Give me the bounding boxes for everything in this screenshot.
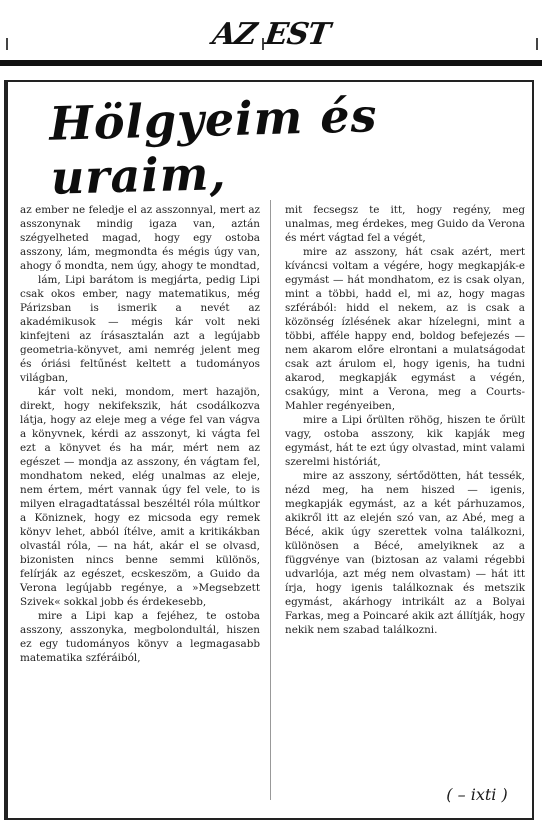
paragraph: mire az asszony, hát csak azért, mert kíváncsi voltam a végére, hogy megkapják-e egymást — hát mondhatom, ez is csak olyan, mint a többi, hadd el, mi az, hogy magas szférából: hidd el nekem, az is csak a közönség ízlésének akar hízelegni, mint a többi, afféle happy end, boldog befejezés — nem akarom előre elrontani a mulatságodat csak azt árulom el, hogy igenis, ha tudni akarod, megkapják egymást a végén, csakúgy, mint a Verona, meg a Courts-Mahler regényeiben, xyxy=(285,246,525,412)
paragraph: mire az asszony, sértődötten, hát tessék, nézd meg, ha nem hiszed — igenis, megkapják egymást, az a két párhuzamos, akikről itt az elején szó van, az Abé, meg a Bécé, akik úgy szerettek volna találkozni, különösen a Bécé, amelyiknek az a függvénye van (biztosan az valami régebbi udvarlója, azt még nem olvastam) — hát itt írja, hogy igenis találkoznak és metszik egymást, akárhogy intrikált az a Bolyai Farkas, meg a Poincaré akik azt állítják, hogy nekik nem szabad találkozni. xyxy=(285,470,525,636)
article-headline: Hölgyeim és uraim, xyxy=(48,88,379,205)
masthead xyxy=(0,0,542,62)
article-column-right xyxy=(285,203,525,637)
paragraph: kár volt neki, mondom, mert hazajön, direkt, hogy nekifekszik, hát csodálkozva látja, hogy az eleje meg a vége fel van vágva a könyvnek, kérdi az asszonyt, ki vágta fel ezt a könyvet és ha már, mért nem az egészet — mondja az asszony, én vágtam fel, mondhatom neked, elég unalmas az eleje, nem értem, mért vannak úgy fel vele, to is milyen elragadtatással beszéltél róla múltkor a Köniznek, hogy ez micsoda egy remek könyv lehet, abból ítélve, amit a kritikákban olvastál róla, — na hát, akár el se olvasd, bizonisten nincs benne semmi különös, felírják az egészet, ecskeszöm, a Guido da Verona legújabb regénye, a »Megsebzett Szivek« sokkal jobb és érdekesebb, xyxy=(20,386,260,608)
paragraph: mire a Lipi őrülten röhög, hiszen te őrült vagy, ostoba asszony, kik kapják meg egymást, hát te ezt úgy olvastad, mint valami szerelmi históriát, xyxy=(285,414,525,468)
masthead-rule xyxy=(0,60,542,66)
frame-edge xyxy=(4,80,8,820)
article-column-left xyxy=(20,203,260,665)
paragraph: mire a Lipi kap a fejéhez, te ostoba asszony, asszonyka, megbolondultál, hiszen ez egy tudományos könyv a legmagasabb matematika szféráiból, xyxy=(20,610,260,664)
paragraph: mit fecsegsz te itt, hogy regény, meg unalmas, meg érdekes, meg Guido da Verona és mért vágtad fel a végét, xyxy=(285,204,525,244)
paragraph: az ember ne feledje el az asszonnyal, mert az asszonynak mindig igaza van, aztán szégyelheted magad, hogy egy ostoba asszony, lám, megmondta és mégis úgy van, ahogy ő mondta, nem úgy, ahogy te mondtad, xyxy=(20,204,260,272)
author-signature: ( – ixti ) xyxy=(446,784,508,804)
paragraph: lám, Lipi barátom is megjárta, pedig Lipi csak okos ember, nagy matematikus, még Párizsban is ismerik a nevét az akadémikusok — mégis kár volt neki kinfejteni az írásasztalán azt a legújabb geometria-könyvet, ami nemrég jelent meg és óriási feltűnést keltett a tudományos világban, xyxy=(20,274,260,384)
masthead-tick xyxy=(536,38,538,50)
column-divider xyxy=(270,200,271,800)
newspaper-logo: AZ EST xyxy=(210,16,332,52)
masthead-tick xyxy=(6,38,8,50)
